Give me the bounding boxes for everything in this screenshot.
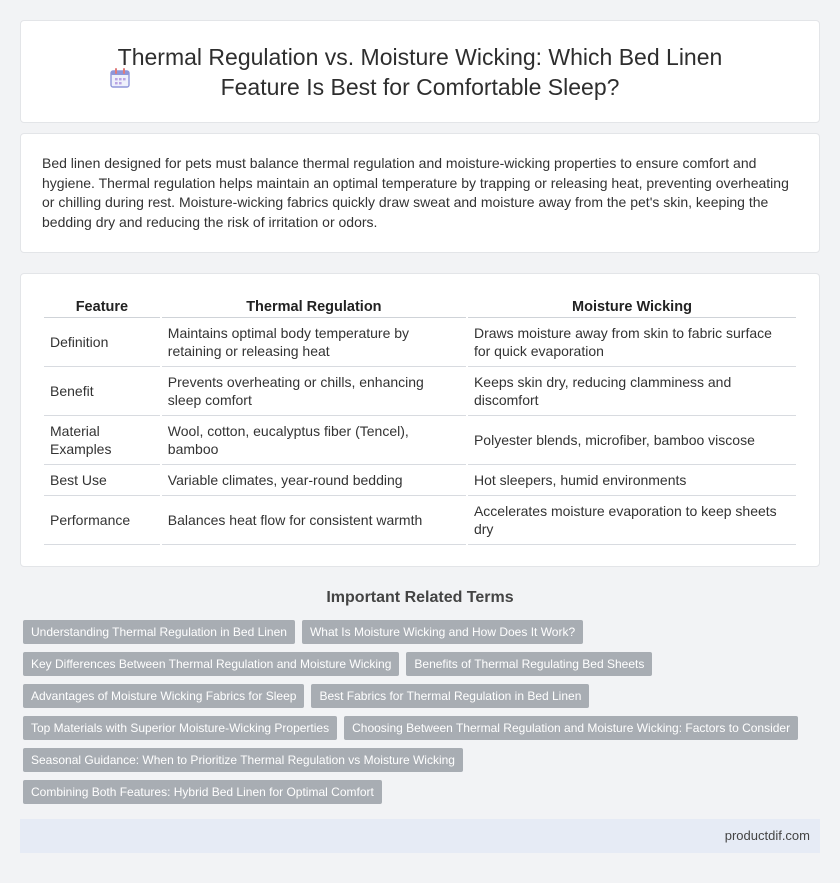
tag-row	[23, 780, 382, 804]
row-thermal-cell: Balances heat flow for consistent warmth	[162, 496, 466, 545]
table-row	[44, 465, 796, 496]
comparison-table	[42, 296, 798, 545]
footer-site-link[interactable]: productdif.com	[724, 828, 810, 843]
row-feature-cell: Benefit	[44, 367, 160, 416]
related-term-tag[interactable]: Best Fabrics for Thermal Regulation in Bed Linen	[311, 684, 589, 708]
row-moisture-cell: Draws moisture away from skin to fabric surface for quick evaporation	[468, 318, 796, 367]
table-row	[44, 496, 796, 545]
comparison-card	[20, 273, 820, 567]
row-thermal-cell: Maintains optimal body temperature by retaining or releasing heat	[162, 318, 466, 367]
row-feature-cell: Performance	[44, 496, 160, 545]
row-moisture-cell: Polyester blends, microfiber, bamboo viscose	[468, 416, 796, 465]
header-moisture-wicking: Moisture Wicking	[468, 296, 796, 318]
related-term-tag[interactable]: What Is Moisture Wicking and How Does It Work?	[302, 620, 583, 644]
related-term-tag[interactable]: Benefits of Thermal Regulating Bed Sheets	[406, 652, 652, 676]
footer	[20, 819, 820, 853]
related-terms-heading: Important Related Terms	[326, 589, 514, 606]
related-term-tag[interactable]: Advantages of Moisture Wicking Fabrics for Sleep	[23, 684, 304, 708]
table-header-row	[44, 296, 796, 318]
table-row	[44, 318, 796, 367]
row-moisture-cell: Hot sleepers, humid environments	[468, 465, 796, 496]
header-feature: Feature	[44, 296, 160, 318]
tag-row	[23, 748, 463, 772]
tag-row	[23, 652, 652, 676]
row-thermal-cell: Wool, cotton, eucalyptus fiber (Tencel), bamboo	[162, 416, 466, 465]
row-feature-cell: Best Use	[44, 465, 160, 496]
row-feature-cell: Material Examples	[44, 416, 160, 465]
header-thermal-regulation: Thermal Regulation	[162, 296, 466, 318]
row-thermal-cell: Variable climates, year-round bedding	[162, 465, 466, 496]
row-moisture-cell: Accelerates moisture evaporation to keep sheets dry	[468, 496, 796, 545]
related-term-tag[interactable]: Understanding Thermal Regulation in Bed Linen	[23, 620, 295, 644]
intro-card	[20, 133, 820, 253]
page-title: Thermal Regulation vs. Moisture Wicking: Which Bed Linen Feature Is Best for Comfortable Sleep?	[117, 43, 723, 100]
table-row	[44, 416, 796, 465]
related-term-tag[interactable]: Key Differences Between Thermal Regulation and Moisture Wicking	[23, 652, 399, 676]
tag-row	[23, 716, 798, 740]
tag-row	[23, 684, 589, 708]
related-term-tag[interactable]: Seasonal Guidance: When to Prioritize Thermal Regulation vs Moisture Wicking	[23, 748, 463, 772]
related-term-tag[interactable]: Top Materials with Superior Moisture-Wicking Properties	[23, 716, 337, 740]
tag-row	[23, 620, 583, 644]
row-moisture-cell: Keeps skin dry, reducing clamminess and discomfort	[468, 367, 796, 416]
row-thermal-cell: Prevents overheating or chills, enhancing sleep comfort	[162, 367, 466, 416]
related-term-tag[interactable]: Choosing Between Thermal Regulation and Moisture Wicking: Factors to Consider	[344, 716, 798, 740]
intro-paragraph: Bed linen designed for pets must balance thermal regulation and moisture-wicking properties to ensure comfort and hygiene. Thermal regulation helps maintain an optimal temperature by trapping or releasing heat, preventing overheating or chilling during rest. Moisture-wicking fabrics quickly draw sweat and moisture away from the pet's skin, keeping the bedding dry and reducing the risk of irritation or odors.	[42, 155, 789, 230]
title-card	[20, 20, 820, 123]
row-feature-cell: Definition	[44, 318, 160, 367]
related-term-tag[interactable]: Combining Both Features: Hybrid Bed Linen for Optimal Comfort	[23, 780, 382, 804]
table-row	[44, 367, 796, 416]
